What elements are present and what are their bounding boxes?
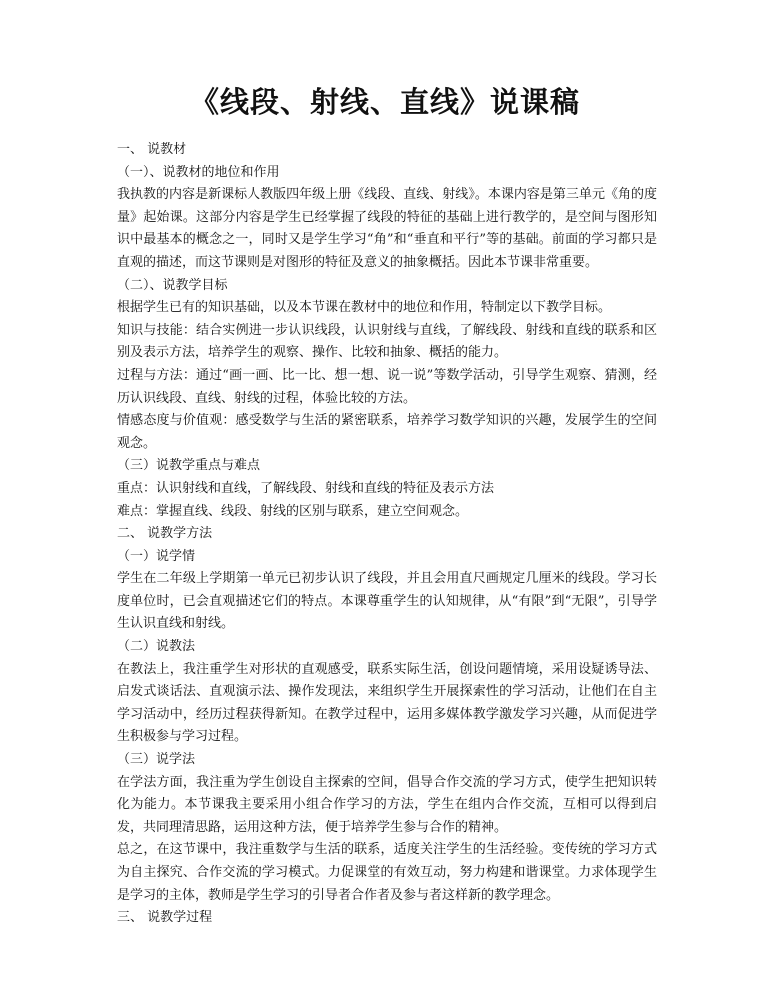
- body-paragraph: 根据学生已有的知识基础，以及本节课在教材中的地位和作用，特制定以下教学目标。: [117, 300, 612, 316]
- body-paragraph: 过程与方法：通过“画一画、比一比、想一想、说一说”等数学活动，引导学生观察、猜测，经历认识线段、直线、射线的过程，体验比较的方法。: [117, 367, 657, 406]
- body-paragraph: 重点：认识射线和直线，了解线段、射线和直线的特征及表示方法: [117, 480, 495, 496]
- subsection-heading: （三）说学法: [117, 752, 196, 768]
- section-heading: 二、 说教学方法: [117, 526, 213, 542]
- body-paragraph: 难点：掌握直线、线段、射线的区别与联系，建立空间观念。: [117, 503, 469, 519]
- body-paragraph: 总之，在这节课中，我注重数学与生活的联系，适度关注学生的生活经验。变传统的学习方式为自主探究、合作交流的学习模式。力促课堂的有效互动，努力构建和谐课堂。力求体现学生是学习的主体，教师是学生学习的引导者合作者及参与者这样新的教学理念。: [117, 842, 657, 903]
- subsection-heading: （三）说教学重点与难点: [117, 458, 261, 474]
- subsection-heading: （一）、说教材的地位和作用: [117, 164, 280, 180]
- section-heading: 三、 说教学过程: [117, 910, 213, 926]
- body-paragraph: 情感态度与价值观：感受数学与生活的紧密联系，培养学习数学知识的兴趣，发展学生的空间观念。: [117, 413, 657, 451]
- subsection-heading: （一）说学情: [117, 548, 196, 564]
- body-paragraph: 知识与技能：结合实例进一步认识线段，认识射线与直线，了解线段、射线和直线的联系和区别及表示方法，培养学生的观察、操作、比较和抽象、概括的能力。: [117, 322, 657, 361]
- subsection-heading: （二）、说教学目标: [117, 277, 228, 293]
- body-paragraph: 在学法方面，我注重为学生创设自主探索的空间，倡导合作交流的学习方式，使学生把知识转化为能力。本节课我主要采用小组合作学习的方法，学生在组内合作交流，互相可以得到启发，共同理清思路，运用这种方法，便于培养学生参与合作的精神。: [117, 774, 657, 835]
- subsection-heading: （二）说教法: [117, 639, 196, 655]
- body-paragraph: 我执教的内容是新课标人教版四年级上册《线段、直线、射线》。本课内容是第三单元《角的度量》起始课。这部分内容是学生已经掌握了线段的特征的基础上进行教学的，是空间与图形知识中最基本的概念之一，同时又是学生学习“角”和“垂直和平行”等的基础。前面的学习都只是直观的描述，而这节课则是对图形的特征及意义的抽象概括。因此本节课非常重要。: [117, 187, 657, 270]
- section-heading: 一、 说教材: [117, 142, 187, 157]
- body-paragraph: 学生在二年级上学期第一单元已初步认识了线段，并且会用直尺画规定几厘米的线段。学习长度单位时，已会直观描述它们的特点。本课尊重学生的认知规律，从“有限”到“无限”，引导学生认识直线和射线。: [117, 571, 657, 632]
- document-body: [117, 139, 657, 930]
- body-paragraph: 在教法上，我注重学生对形状的直观感受，联系实际生活，创设问题情境，采用设疑诱导法、启发式谈话法、直观演示法、操作发现法，来组织学生开展探索性的学习活动，让他们在自主学习活动中，经历过程获得新知。在教学过程中，运用多媒体教学激发学习兴趣，从而促进学生积极参与学习过程。: [117, 661, 657, 745]
- document-title: 《线段、射线、直线》说课稿: [189, 85, 580, 119]
